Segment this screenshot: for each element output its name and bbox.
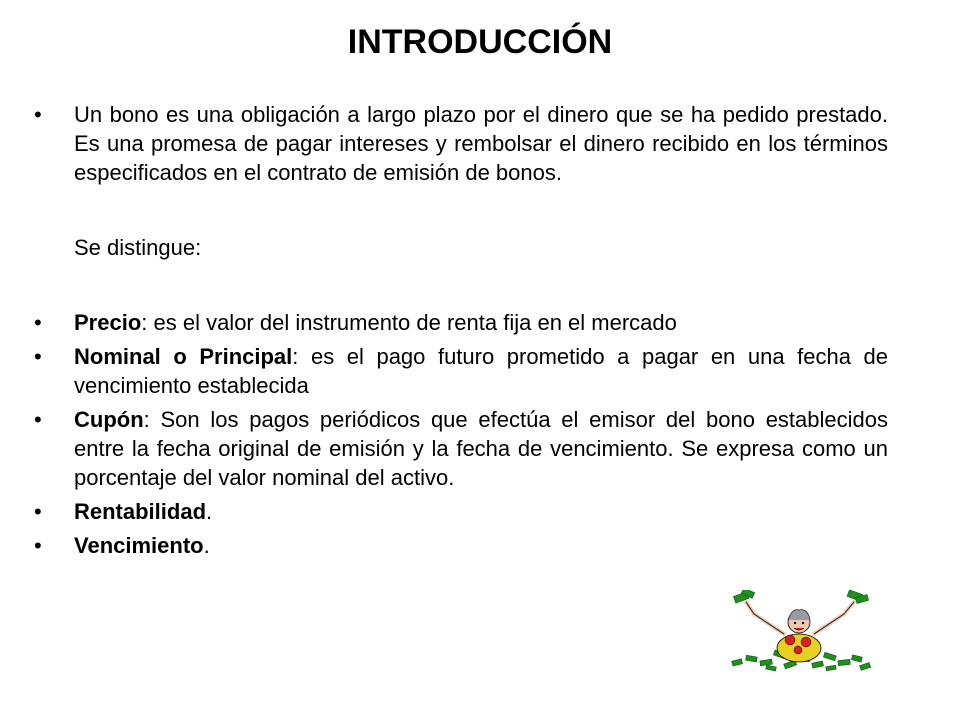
item-term: Vencimiento [74,533,204,558]
bullet-dot: • [34,102,42,127]
bullet-dot: • [34,310,42,335]
list-item [34,342,888,400]
item-text: : es el valor del instrumento de renta fija en el mercado [141,310,677,335]
item-term: Cupón [74,407,144,432]
item-text: . [206,499,213,524]
slide-content [34,100,888,560]
intro-bullet [34,100,888,187]
list-item [34,308,888,337]
bullet-dot: • [34,407,42,432]
item-term: Nominal o Principal [74,344,293,369]
list-item [34,497,888,526]
item-term: Rentabilidad [74,499,207,524]
list-item [34,531,888,560]
bullet-dot: • [34,344,42,369]
subheading: Se distingue: [74,235,202,260]
bullet-dot: • [34,533,42,558]
slide-title: INTRODUCCIÓN [347,23,613,61]
item-text: : Son los pagos periódicos que efectúa el emisor del bono establecidos entre la fecha original de emisión y la fecha de vencimiento. Se expresa como un porcentaje del valor nominal del activo. [74,407,888,490]
item-text: . [203,533,210,558]
money-throwing-person-icon [726,590,874,674]
item-term: Precio [74,310,142,335]
list-item [34,405,888,492]
item-text: : es el pago futuro prometido a pagar en una fecha de vencimiento establecida [74,344,888,398]
intro-text: Un bono es una obligación a largo plazo por el dinero que se ha pedido prestado. Es una promesa de pagar intereses y rembolsar el dinero recibido en los términos especificados en el contrato de emisión de bonos. [74,102,888,185]
bullet-dot: • [34,499,42,524]
